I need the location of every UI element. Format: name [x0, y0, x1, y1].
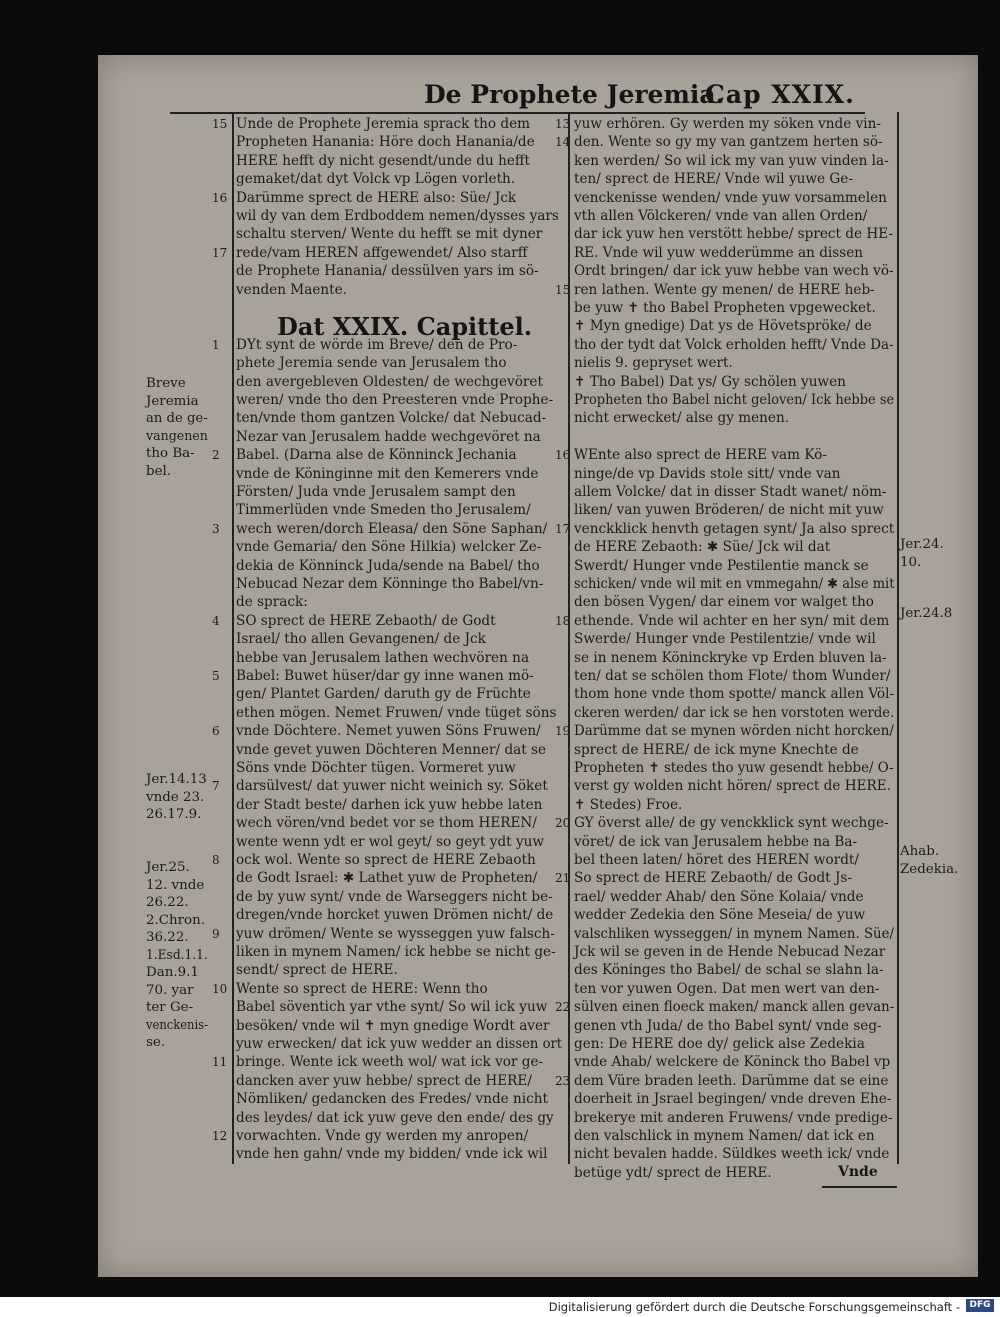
text-line: ten/ dat se schölen thom Flote/ thom Wunder/: [574, 668, 891, 684]
text-line: vnde Ahab/ welckere de Köninck tho Babel vp: [574, 1054, 891, 1071]
text-line: ethen mögen. Nemet Fruwen/ vnde tüget söns: [236, 704, 557, 721]
text-line: So sprect de HERE Zebaoth/ de Godt Js-: [574, 870, 852, 887]
text-line: thom hone vnde thom spotte/ manck allen Völ-: [574, 686, 895, 703]
margin-note-line: 26.22.: [146, 895, 189, 910]
running-head-chapter: Cap XXIX.: [705, 80, 855, 109]
margin-note-line: vnde 23.: [146, 789, 205, 805]
verse-number: 14: [555, 135, 571, 150]
text-line: schaltu sterven/ Wente du hefft se mit dyner: [236, 226, 543, 243]
margin-note-line: 2.Chron.: [146, 912, 205, 928]
catchword: Vnde: [838, 1164, 878, 1180]
text-line: Babel: Buwet hüser/dar gy inne wanen mö-: [236, 668, 534, 684]
margin-note-line: bel.: [146, 463, 172, 479]
verse-number: 2: [212, 448, 220, 463]
text-line: de by yuw synt/ vnde de Warseggers nicht be-: [236, 888, 553, 905]
verse-number: 23: [555, 1073, 571, 1088]
text-line: nicht bevalen hadde. Süldkes weeth ick/ vnde: [574, 1146, 890, 1163]
text-line: Darümme dat se mynen wörden nicht horcken/: [574, 723, 894, 740]
margin-note-line: tho Ba-: [146, 446, 195, 461]
footer-text: Digitalisierung gefördert durch die Deutsche Forschungsgemeinschaft -: [548, 1300, 960, 1314]
text-line: Darümme sprect de HERE also: Süe/ Jck: [236, 189, 517, 206]
margin-note-line: se.: [146, 1035, 166, 1050]
text-line: GY överst alle/ de gy venckklick synt wechge-: [574, 815, 889, 832]
text-line: des Köninges tho Babel/ de schal se slahn la-: [574, 962, 884, 979]
bottom-rule: [822, 1186, 897, 1188]
text-line: de sprack:: [236, 594, 308, 611]
text-line: WEnte also sprect de HERE vam Kö-: [574, 447, 827, 464]
margin-note-line: Jer.24.8: [900, 606, 953, 621]
verse-number: 5: [212, 669, 220, 683]
margin-note-line: 10.: [900, 554, 922, 570]
text-line: nielis 9. gepryset wert.: [574, 355, 733, 372]
text-line: Försten/ Juda vnde Jerusalem sampt den: [236, 484, 516, 500]
text-line: ren lathen. Wente gy menen/ de HERE heb-: [574, 281, 875, 298]
verse-number: 10: [212, 981, 228, 996]
text-line: HERE hefft dy nicht gesendt/unde du hefft: [236, 152, 530, 169]
verse-number: 12: [212, 1129, 228, 1143]
text-line: ock wol. Wente so sprect de HERE Zebaoth: [236, 852, 536, 868]
text-line: brekerye mit anderen Fruwens/ vnde predige-: [574, 1109, 893, 1126]
verse-number: 11: [212, 1055, 228, 1070]
margin-note-line: Dan.9.1: [146, 965, 199, 980]
margin-note-line: 70. yar: [146, 982, 194, 998]
text-line: vorwachten. Vnde gy werden my anropen/: [236, 1128, 529, 1144]
text-line: liken/ van yuwen Bröderen/ de nicht mit yuw: [574, 502, 884, 519]
margin-note-line: Breve: [146, 376, 186, 391]
text-line: ✝ Stedes) Froe.: [574, 796, 683, 813]
text-line: bel theen laten/ höret des HEREN wordt/: [574, 852, 859, 868]
text-line: vnde Gemaria/ den Söne Hilkia) welcker Ze-: [236, 539, 542, 556]
margin-note-line: Zedekia.: [900, 861, 959, 877]
text-line: ten vor yuwen Ogen. Dat men wert van den-: [574, 980, 880, 997]
text-line: yuw erhören. Gy werden my söken vnde vin-: [574, 116, 881, 132]
text-line: ✝ Myn gnedige) Dat ys de Hövetspröke/ de: [574, 318, 872, 335]
text-line: sendt/ sprect de HERE.: [236, 962, 398, 979]
verse-number: 15: [555, 282, 571, 297]
text-line: genen vth Juda/ de tho Babel synt/ vnde seg-: [574, 1017, 882, 1034]
text-line: Jck wil se geven in de Hende Nebucad Nezar: [574, 944, 886, 960]
text-line: Wente so sprect de HERE: Wenn tho: [236, 980, 488, 997]
verse-number: 1: [212, 337, 220, 352]
text-line: sprect de HERE/ de ick myne Knechte de: [574, 741, 859, 758]
text-line: den bösen Vygen/ dar einem vor walget tho: [574, 594, 874, 611]
text-line: besöken/ vnde wil ✝ myn gnedige Wordt aver: [236, 1017, 550, 1034]
margin-note-line: an de ge-: [146, 411, 208, 426]
verse-number: 21: [555, 871, 571, 886]
text-line: de Godt Israel: ✱ Lathet yuw de Propheten/: [236, 870, 538, 887]
dfg-logo: DFG: [966, 1299, 994, 1312]
text-line: doerheit in Jsrael begingen/ vnde dreven Ehe-: [574, 1091, 892, 1108]
verse-number: 20: [555, 816, 571, 831]
text-line: ten/vnde thom gantzen Volcke/ dat Nebucad-: [236, 410, 547, 427]
text-line: ten/ sprect de HERE/ Vnde wil yuwe Ge-: [574, 171, 853, 188]
text-line: vnde gevet yuwen Döchteren Menner/ dat se: [236, 741, 547, 758]
margin-note-line: Ahab.: [900, 844, 940, 859]
text-line: Nezar van Jerusalem hadde wechgevöret na: [236, 428, 541, 445]
verse-number: 19: [555, 724, 571, 739]
text-line: vnde hen gahn/ vnde my bidden/ vnde ick wil: [236, 1146, 548, 1163]
text-line: Nebucad Nezar dem Könninge tho Babel/vn-: [236, 576, 544, 592]
text-line: Israel/ tho allen Gevangenen/ de Jck: [236, 631, 486, 648]
text-line: venckklick henvth getagen synt/ Ja also sprect: [574, 520, 895, 537]
text-line: allem Volcke/ dat in disser Stadt wanet/ nöm-: [574, 484, 887, 500]
text-line: vth allen Völckeren/ vnde van allen Orden/: [574, 208, 868, 224]
text-line: rede/vam HEREN affgewendet/ Also starff: [236, 244, 528, 261]
text-line: liken in mynem Namen/ ick hebbe se nicht ge-: [236, 944, 556, 960]
margin-note-line: Jer.25.: [146, 860, 190, 875]
text-line: gen: De HERE doe dy/ gelick alse Zedekia: [574, 1036, 865, 1052]
running-head-title: De Prophete Jeremia.: [424, 80, 725, 109]
text-line: tho der tydt dat Volck erholden hefft/ Vnde Da-: [574, 336, 894, 353]
verse-number: 8: [212, 853, 220, 867]
text-line: den. Wente so gy my van gantzem herten sö-: [574, 134, 883, 151]
text-line: nicht erwecket/ alse gy menen.: [574, 410, 790, 427]
text-line: DYt synt de wörde im Breve/ den de Pro-: [236, 336, 518, 353]
text-line: vnde de Köninginne mit den Kemerers vnde: [236, 465, 539, 482]
verse-number: 17: [555, 521, 571, 536]
text-line: vöret/ de ick van Jerusalem hebbe na Ba-: [574, 833, 858, 850]
margin-note-line: Jer.24.: [900, 537, 944, 552]
text-line: dem Vüre braden leeth. Darümme dat se eine: [574, 1072, 889, 1089]
margin-note-line: ter Ge-: [146, 1000, 194, 1015]
text-line: yuw drömen/ Wente se wysseggen yuw falsch-: [236, 925, 555, 942]
verse-number: 22: [555, 1000, 571, 1015]
text-line: den valschlick in mynem Namen/ dat ick en: [574, 1128, 875, 1144]
verse-number: 9: [212, 926, 220, 941]
text-line: hebbe van Jerusalem lathen wechvören na: [236, 649, 530, 666]
text-line: den avergebleven Oldesten/ de wechgevöret: [236, 373, 543, 390]
text-line: Propheten tho Babel nicht geloven/ Ick hebbe se: [574, 392, 895, 408]
text-line: bringe. Wente ick weeth wol/ wat ick vor ge-: [236, 1054, 544, 1071]
verse-number: 16: [555, 448, 571, 463]
margin-note-line: 36.22.: [146, 930, 189, 945]
text-line: der Stadt beste/ darhen ick yuw hebbe laten: [236, 796, 543, 813]
text-line: wedder Zedekia den Söne Meseia/ de yuw: [574, 907, 866, 924]
margin-note-line: venckenis-: [146, 1017, 208, 1033]
text-line: yuw erwecken/ dat ick yuw wedder an dissen ort: [236, 1036, 563, 1052]
text-line: SO sprect de HERE Zebaoth/ de Godt: [236, 612, 496, 629]
text-line: Ordt bringen/ dar ick yuw hebbe van wech vö-: [574, 263, 894, 280]
text-line: phete Jeremia sende van Jerusalem tho: [236, 355, 507, 372]
text-line: darsülvest/ dat yuwer nicht weinich sy. Söket: [236, 778, 548, 795]
text-line: schicken/ vnde wil mit en vmmegahn/ ✱ alse mit: [574, 576, 895, 592]
verse-number: 3: [212, 521, 220, 536]
chapter-heading: Dat XXIX. Capittel.: [277, 312, 533, 341]
text-line: Babel. (Darna alse de Könninck Jechania: [236, 447, 517, 464]
text-line: weren/ vnde tho den Preesteren vnde Prophe-: [236, 392, 554, 408]
text-line: Babel söventich yar vthe synt/ So wil ick yuw: [236, 999, 548, 1016]
text-line: gen/ Plantet Garden/ daruth gy de Früchte: [236, 686, 531, 703]
margin-note-line: Jeremia: [146, 393, 199, 409]
text-line: ethende. Vnde wil achter en her syn/ mit dem: [574, 612, 890, 629]
text-line: de Prophete Hanania/ dessülven yars im sö-: [236, 263, 539, 280]
margin-note-line: 12. vnde: [146, 877, 205, 893]
text-line: valschliken wysseggen/ in mynem Namen. Süe/: [574, 925, 894, 942]
text-line: se in nenem Köninckryke vp Erden bluven la-: [574, 649, 887, 666]
text-line: ninge/de vp Davids stole sitt/ vnde van: [574, 465, 841, 482]
text-line: sülven einen floeck maken/ manck allen gevan-: [574, 999, 895, 1016]
text-line: wil dy van dem Erdboddem nemen/dysses yars: [236, 208, 559, 224]
text-line: Timmerlüden vnde Smeden tho Jerusalem/: [236, 502, 531, 519]
text-line: Propheten ✝ stedes tho yuw gesendt hebbe/ O-: [574, 760, 894, 776]
verse-number: 7: [212, 779, 220, 794]
text-line: gemaket/dat dyt Volck vp Lögen vorleth.: [236, 171, 516, 188]
text-line: vnde Döchtere. Nemet yuwen Söns Fruwen/: [236, 723, 541, 740]
text-line: wech weren/dorch Eleasa/ den Söne Saphan/: [236, 520, 548, 537]
footer-bar: [0, 1297, 1000, 1317]
verse-number: 4: [212, 613, 220, 628]
text-line: rael/ wedder Ahab/ den Söne Kolaia/ vnde: [574, 888, 864, 905]
text-line: betüge ydt/ sprect de HERE.: [574, 1164, 772, 1181]
text-line: venden Maente.: [236, 281, 347, 298]
text-line: Söns vnde Döchter tügen. Vormeret yuw: [236, 760, 516, 776]
verse-number: 18: [555, 613, 571, 628]
verse-number: 6: [212, 724, 220, 739]
margin-note-line: Jer.14.13: [146, 772, 207, 787]
text-line: Swerde/ Hunger vnde Pestilentzie/ vnde wil: [574, 631, 876, 648]
verse-number: 15: [212, 117, 228, 131]
text-line: Swerdt/ Hunger vnde Pestilentie manck se: [574, 557, 869, 574]
text-line: ✝ Tho Babel) Dat ys/ Gy schölen yuwen: [574, 373, 846, 390]
text-line: ken werden/ So wil ick my van yuw vinden la-: [574, 152, 889, 169]
text-line: wente wenn ydt er wol geyt/ so geyt ydt yuw: [236, 833, 545, 850]
text-line: be yuw ✝ tho Babel Propheten vpgewecket.: [574, 300, 876, 316]
verse-number: 17: [212, 245, 228, 260]
text-line: dar ick yuw hen verstött hebbe/ sprect de HE-: [574, 226, 893, 243]
margin-note-line: vangenen: [146, 428, 208, 444]
text-line: de HERE Zebaoth: ✱ Süe/ Jck wil dat: [574, 539, 831, 556]
text-line: dregen/vnde horcket yuwen Drömen nicht/ de: [236, 907, 554, 924]
text-line: des leydes/ dat ick yuw geve den ende/ des gy: [236, 1109, 554, 1126]
margin-note-line: 26.17.9.: [146, 807, 202, 822]
verse-number: 16: [212, 190, 228, 205]
text-line: RE. Vnde wil yuw wedderümme an dissen: [574, 244, 863, 261]
text-line: Unde de Prophete Jeremia sprack tho dem: [236, 116, 531, 132]
verse-number: 13: [555, 117, 571, 131]
text-line: wech vören/vnd bedet vor se thom HEREN/: [236, 815, 537, 832]
text-line: dekia de Könninck Juda/sende na Babel/ tho: [236, 557, 540, 574]
text-line: venckenisse wenden/ vnde yuw vorsammelen: [574, 189, 887, 206]
column-rule-right: [897, 112, 899, 1164]
column-rule-left: [232, 112, 234, 1164]
margin-note-line: 1.Esd.1.1.: [146, 947, 208, 963]
text-line: ckeren werden/ dar ick se hen vorstoten werde.: [574, 704, 895, 721]
text-line: Nömliken/ gedancken des Fredes/ vnde nicht: [236, 1091, 548, 1108]
text-line: dancken aver yuw hebbe/ sprect de HERE/: [236, 1072, 532, 1089]
text-line: Propheten Hanania: Höre doch Hanania/de: [236, 134, 535, 151]
text-line: verst gy wolden nicht hören/ sprect de HERE.: [574, 778, 892, 795]
